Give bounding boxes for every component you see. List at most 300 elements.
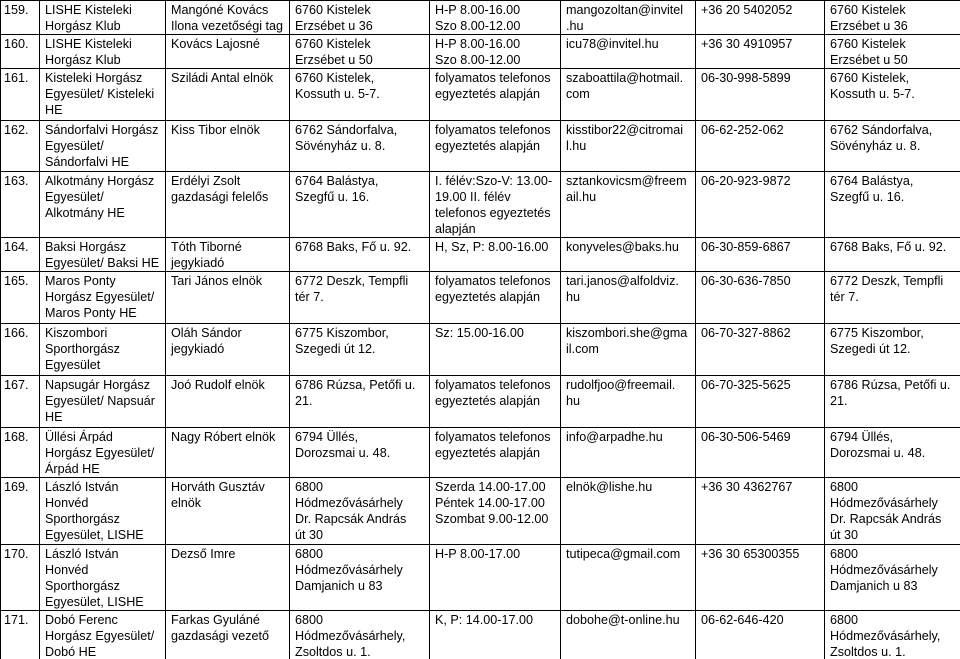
email-cell — [561, 324, 696, 376]
table-row — [1, 324, 960, 376]
organization-cell — [40, 324, 166, 376]
address-line: Hódmezővásárhely, — [295, 629, 406, 643]
mailing-address-line: Kossuth u. 5-7. — [830, 87, 915, 101]
address-line: Hódmezővásárhely — [295, 563, 403, 577]
mailing-address-cell — [825, 324, 960, 376]
organization-line: Egyesület/ Kisteleki — [45, 87, 155, 101]
contact-person-line: Farkas Gyuláné — [171, 613, 260, 627]
phone-line: +36 30 65300355 — [701, 547, 800, 561]
table-row — [1, 428, 960, 478]
organization-line: Egyesület/ — [45, 139, 104, 153]
contact-person-cell — [166, 121, 290, 172]
opening-hours-cell — [430, 324, 561, 376]
organization-line: Üllési Árpád — [45, 430, 113, 444]
opening-hours-cell — [430, 272, 561, 324]
table-row — [1, 1, 960, 35]
row-number-text: 163. — [4, 174, 29, 188]
mailing-address-line: 6760 Kistelek — [830, 3, 906, 17]
email-line: konyveles@baks.hu — [566, 240, 679, 254]
organization-cell — [40, 376, 166, 428]
mailing-address-cell — [825, 478, 960, 545]
address-line: Dorozsmai u. 48. — [295, 446, 391, 460]
address-line: 6760 Kistelek — [295, 3, 371, 17]
contact-person-cell — [166, 272, 290, 324]
mailing-address-line: 6800 — [830, 480, 859, 494]
address-line: Szegedi út 12. — [295, 342, 376, 356]
address-cell — [290, 238, 430, 272]
phone-line: 06-20-923-9872 — [701, 174, 791, 188]
mailing-address-cell — [825, 428, 960, 478]
organization-line: Egyesület/ Baksi HE — [45, 256, 160, 270]
opening-hours-cell — [430, 121, 561, 172]
phone-line: 06-70-325-5625 — [701, 378, 791, 392]
contact-person-cell — [166, 376, 290, 428]
organization-line: Dobó Ferenc — [45, 613, 118, 627]
mailing-address-line: 6800 — [830, 547, 859, 561]
contact-person-line: jegykiadó — [171, 342, 225, 356]
table-row — [1, 611, 960, 659]
contact-person-line: Sziládi Antal elnök — [171, 71, 274, 85]
phone-line: 06-62-252-062 — [701, 123, 784, 137]
mailing-address-line: tér 7. — [830, 290, 859, 304]
organization-line: Egyesület — [45, 358, 101, 372]
mailing-address-line: Zsoltdos u. 1. — [830, 645, 906, 659]
contact-person-line: Dezső Imre — [171, 547, 236, 561]
address-line: 6775 Kiszombor, — [295, 326, 389, 340]
opening-hours-line: egyeztetés alapján — [435, 290, 541, 304]
opening-hours-cell — [430, 35, 561, 69]
mailing-address-line: 6760 Kistelek, — [830, 71, 910, 85]
email-line: tutipeca@gmail.com — [566, 547, 681, 561]
mailing-address-line: Hódmezővásárhely — [830, 563, 938, 577]
mailing-address-cell — [825, 238, 960, 272]
address-cell — [290, 172, 430, 238]
email-cell — [561, 35, 696, 69]
phone-cell — [696, 121, 825, 172]
email-line: rudolfjoo@freemail. — [566, 378, 676, 392]
row-number-text: 161. — [4, 71, 29, 85]
address-line: 6800 — [295, 547, 324, 561]
phone-cell — [696, 545, 825, 611]
mailing-address-cell — [825, 35, 960, 69]
table-row — [1, 478, 960, 545]
email-line: icu78@invitel.hu — [566, 37, 659, 51]
mailing-address-line: 6768 Baks, Fő u. 92. — [830, 240, 947, 254]
table-row — [1, 238, 960, 272]
phone-cell — [696, 35, 825, 69]
phone-line: +36 30 4910957 — [701, 37, 793, 51]
contact-person-line: Nagy Róbert elnök — [171, 430, 276, 444]
organization-cell — [40, 428, 166, 478]
phone-cell — [696, 611, 825, 659]
opening-hours-line: folyamatos telefonos — [435, 123, 551, 137]
organization-line: Honvéd — [45, 496, 89, 510]
opening-hours-cell — [430, 238, 561, 272]
row-number-cell — [1, 272, 40, 324]
opening-hours-line: folyamatos telefonos — [435, 274, 551, 288]
organization-cell — [40, 272, 166, 324]
organization-line: Baksi Horgász — [45, 240, 127, 254]
row-number-text: 166. — [4, 326, 29, 340]
email-line: kisstibor22@citromai — [566, 123, 684, 137]
table-row — [1, 172, 960, 238]
table-row — [1, 376, 960, 428]
mailing-address-line: 6760 Kistelek — [830, 37, 906, 51]
email-cell — [561, 121, 696, 172]
row-number-cell — [1, 172, 40, 238]
address-cell — [290, 376, 430, 428]
email-line: ail.hu — [566, 190, 597, 204]
row-number-cell — [1, 545, 40, 611]
contact-person-cell — [166, 172, 290, 238]
contact-person-cell — [166, 1, 290, 35]
contact-person-line: gazdasági vezető — [171, 629, 270, 643]
opening-hours-line: Szerda 14.00-17.00 — [435, 480, 546, 494]
address-line: 21. — [295, 394, 313, 408]
phone-cell — [696, 1, 825, 35]
phone-line: 06-30-998-5899 — [701, 71, 791, 85]
phone-cell — [696, 272, 825, 324]
address-line: 6760 Kistelek — [295, 37, 371, 51]
row-number-cell — [1, 478, 40, 545]
address-line: tér 7. — [295, 290, 324, 304]
row-number-cell — [1, 69, 40, 121]
row-number-cell — [1, 1, 40, 35]
contact-person-cell — [166, 324, 290, 376]
phone-line: 06-70-327-8862 — [701, 326, 791, 340]
organization-line: Egyesület, LISHE — [45, 595, 144, 609]
row-number-cell — [1, 35, 40, 69]
phone-line: 06-30-636-7850 — [701, 274, 791, 288]
opening-hours-cell — [430, 611, 561, 659]
phone-cell — [696, 172, 825, 238]
organization-line: Maros Ponty — [45, 274, 116, 288]
email-line: kiszombori.she@gma — [566, 326, 688, 340]
organization-line: Egyesület/ — [45, 190, 104, 204]
mailing-address-cell — [825, 545, 960, 611]
address-line: Kossuth u. 5-7. — [295, 87, 380, 101]
contact-person-line: Ilona vezetőségi tag — [171, 19, 284, 33]
mailing-address-line: 6775 Kiszombor, — [830, 326, 924, 340]
mailing-address-line: Hódmezővásárhely, — [830, 629, 941, 643]
email-cell — [561, 272, 696, 324]
organization-cell — [40, 611, 166, 659]
email-line: com — [566, 87, 590, 101]
row-number-text: 171. — [4, 613, 29, 627]
mailing-address-cell — [825, 272, 960, 324]
address-cell — [290, 428, 430, 478]
contact-person-line: Tari János elnök — [171, 274, 263, 288]
address-line: 6760 Kistelek, — [295, 71, 375, 85]
email-line: l.hu — [566, 139, 587, 153]
mailing-address-cell — [825, 69, 960, 121]
row-number-cell — [1, 428, 40, 478]
organization-line: Kisteleki Horgász — [45, 71, 143, 85]
mailing-address-line: 6772 Deszk, Tempfli — [830, 274, 944, 288]
organization-line: Sporthorgász — [45, 512, 120, 526]
contact-person-line: Horváth Gusztáv — [171, 480, 265, 494]
opening-hours-line: telefonos egyeztetés — [435, 206, 551, 220]
email-line: info@arpadhe.hu — [566, 430, 663, 444]
opening-hours-line: 19.00 II. félév — [435, 190, 511, 204]
mailing-address-line: Hódmezővásárhely — [830, 496, 938, 510]
opening-hours-cell — [430, 69, 561, 121]
address-line: 6764 Balástya, — [295, 174, 379, 188]
address-line: Hódmezővásárhely — [295, 496, 403, 510]
opening-hours-line: H-P 8.00-17.00 — [435, 547, 521, 561]
table-row — [1, 69, 960, 121]
organization-line: Sporthorgász — [45, 342, 120, 356]
row-number-cell — [1, 238, 40, 272]
address-line: 6762 Sándorfalva, — [295, 123, 398, 137]
address-cell — [290, 35, 430, 69]
organization-line: Árpád HE — [45, 462, 100, 476]
organization-line: Horgász Egyesület/ — [45, 446, 155, 460]
contact-person-cell — [166, 611, 290, 659]
email-line: tari.janos@alfoldviz. — [566, 274, 679, 288]
organization-line: LISHE Kisteleki — [45, 3, 132, 17]
contact-person-cell — [166, 238, 290, 272]
contact-person-cell — [166, 545, 290, 611]
mailing-address-line: 6764 Balástya, — [830, 174, 914, 188]
organization-line: Horgász Klub — [45, 19, 121, 33]
email-cell — [561, 545, 696, 611]
mailing-address-line: Damjanich u 83 — [830, 579, 918, 593]
organization-line: Horgász Egyesület/ — [45, 290, 155, 304]
email-cell — [561, 172, 696, 238]
email-cell — [561, 376, 696, 428]
organization-line: Egyesület, LISHE — [45, 528, 144, 542]
email-line: hu — [566, 290, 581, 304]
address-line: Erzsébet u 36 — [295, 19, 373, 33]
email-cell — [561, 478, 696, 545]
opening-hours-line: Szombat 9.00-12.00 — [435, 512, 549, 526]
organization-line: LISHE Kisteleki — [45, 37, 132, 51]
mailing-address-line: Szegfű u. 16. — [830, 190, 905, 204]
address-line: Szegfű u. 16. — [295, 190, 370, 204]
opening-hours-cell — [430, 545, 561, 611]
organization-line: László István — [45, 480, 119, 494]
phone-cell — [696, 324, 825, 376]
email-cell — [561, 611, 696, 659]
opening-hours-line: H, Sz, P: 8.00-16.00 — [435, 240, 549, 254]
mailing-address-line: 21. — [830, 394, 848, 408]
organization-line: Sporthorgász — [45, 579, 120, 593]
row-number-text: 164. — [4, 240, 29, 254]
opening-hours-line: folyamatos telefonos — [435, 378, 551, 392]
address-cell — [290, 1, 430, 35]
opening-hours-line: Szo 8.00-12.00 — [435, 53, 521, 67]
opening-hours-cell — [430, 478, 561, 545]
phone-line: +36 30 4362767 — [701, 480, 793, 494]
email-line: .hu — [566, 19, 584, 33]
organization-line: HE — [45, 410, 63, 424]
row-number-text: 167. — [4, 378, 29, 392]
contact-person-line: Mangóné Kovács — [171, 3, 269, 17]
opening-hours-line: K, P: 14.00-17.00 — [435, 613, 534, 627]
email-line: hu — [566, 394, 581, 408]
opening-hours-cell — [430, 376, 561, 428]
mailing-address-cell — [825, 172, 960, 238]
address-cell — [290, 478, 430, 545]
opening-hours-line: folyamatos telefonos — [435, 430, 551, 444]
opening-hours-line: I. félév:Szo-V: 13.00- — [435, 174, 553, 188]
organization-line: Alkotmány Horgász — [45, 174, 155, 188]
organization-line: Sándorfalvi HE — [45, 155, 129, 169]
mailing-address-line: 6786 Rúzsa, Petőfi u. — [830, 378, 951, 392]
opening-hours-line: egyeztetés alapján — [435, 394, 541, 408]
address-line: Erzsébet u 50 — [295, 53, 373, 67]
organization-line: Dobó HE — [45, 645, 97, 659]
row-number-text: 170. — [4, 547, 29, 561]
address-cell — [290, 272, 430, 324]
address-line: út 30 — [295, 528, 324, 542]
contact-person-cell — [166, 35, 290, 69]
email-line: il.com — [566, 342, 599, 356]
opening-hours-line: egyeztetés alapján — [435, 87, 541, 101]
organization-cell — [40, 478, 166, 545]
row-number-text: 165. — [4, 274, 29, 288]
contact-person-line: Erdélyi Zsolt — [171, 174, 241, 188]
opening-hours-line: H-P 8.00-16.00 — [435, 37, 521, 51]
email-line: dobohe@t-online.hu — [566, 613, 680, 627]
contact-person-line: Oláh Sándor — [171, 326, 242, 340]
phone-line: +36 20 5402052 — [701, 3, 793, 17]
row-number-text: 169. — [4, 480, 29, 494]
contact-person-line: jegykiadó — [171, 256, 225, 270]
contact-person-line: Kiss Tibor elnök — [171, 123, 260, 137]
contact-person-line: Tóth Tiborné — [171, 240, 242, 254]
mailing-address-line: Dorozsmai u. 48. — [830, 446, 926, 460]
address-line: 6800 — [295, 480, 324, 494]
phone-cell — [696, 428, 825, 478]
mailing-address-cell — [825, 611, 960, 659]
organization-line: Sándorfalvi Horgász — [45, 123, 159, 137]
mailing-address-line: út 30 — [830, 528, 859, 542]
row-number-cell — [1, 611, 40, 659]
opening-hours-line: egyeztetés alapján — [435, 139, 541, 153]
row-number-text: 159. — [4, 3, 29, 17]
organization-line: Kiszombori — [45, 326, 108, 340]
organization-cell — [40, 238, 166, 272]
phone-cell — [696, 69, 825, 121]
organization-line: HE — [45, 103, 63, 117]
address-line: Sövényház u. 8. — [295, 139, 386, 153]
organization-cell — [40, 1, 166, 35]
organization-line: Egyesület/ Napsuár — [45, 394, 155, 408]
address-line: 6768 Baks, Fő u. 92. — [295, 240, 412, 254]
email-line: mangozoltan@invitel — [566, 3, 684, 17]
address-line: Damjanich u 83 — [295, 579, 383, 593]
opening-hours-line: egyeztetés alapján — [435, 446, 541, 460]
phone-cell — [696, 376, 825, 428]
mailing-address-line: Dr. Rapcsák András — [830, 512, 942, 526]
contact-person-line: Kovács Lajosné — [171, 37, 260, 51]
opening-hours-line: Szo 8.00-12.00 — [435, 19, 521, 33]
table-row — [1, 35, 960, 69]
address-cell — [290, 324, 430, 376]
organization-cell — [40, 172, 166, 238]
organization-line: Honvéd — [45, 563, 89, 577]
mailing-address-cell — [825, 1, 960, 35]
contact-person-cell — [166, 478, 290, 545]
opening-hours-cell — [430, 428, 561, 478]
row-number-text: 160. — [4, 37, 29, 51]
organization-cell — [40, 121, 166, 172]
email-cell — [561, 69, 696, 121]
address-cell — [290, 611, 430, 659]
contact-person-line: Joó Rudolf elnök — [171, 378, 265, 392]
phone-cell — [696, 238, 825, 272]
opening-hours-cell — [430, 172, 561, 238]
email-cell — [561, 428, 696, 478]
email-cell — [561, 1, 696, 35]
opening-hours-cell — [430, 1, 561, 35]
email-line: elnök@lishe.hu — [566, 480, 653, 494]
organization-line: Horgász Klub — [45, 53, 121, 67]
mailing-address-line: 6794 Üllés, — [830, 430, 894, 444]
mailing-address-line: 6800 — [830, 613, 859, 627]
mailing-address-cell — [825, 376, 960, 428]
address-line: 6772 Deszk, Tempfli — [295, 274, 409, 288]
table-row — [1, 121, 960, 172]
mailing-address-line: Erzsébet u 50 — [830, 53, 908, 67]
mailing-address-line: 6762 Sándorfalva, — [830, 123, 933, 137]
opening-hours-line: alapján — [435, 222, 476, 236]
table-row — [1, 545, 960, 611]
phone-line: 06-62-646-420 — [701, 613, 784, 627]
mailing-address-line: Szegedi út 12. — [830, 342, 911, 356]
address-line: 6794 Üllés, — [295, 430, 359, 444]
opening-hours-line: folyamatos telefonos — [435, 71, 551, 85]
row-number-cell — [1, 121, 40, 172]
mailing-address-line: Sövényház u. 8. — [830, 139, 921, 153]
mailing-address-cell — [825, 121, 960, 172]
organization-line: Napsugár Horgász — [45, 378, 150, 392]
opening-hours-line: H-P 8.00-16.00 — [435, 3, 521, 17]
address-line: 6800 — [295, 613, 324, 627]
address-cell — [290, 69, 430, 121]
table-row — [1, 272, 960, 324]
organization-cell — [40, 545, 166, 611]
row-number-cell — [1, 324, 40, 376]
email-cell — [561, 238, 696, 272]
organization-line: Alkotmány HE — [45, 206, 125, 220]
contact-person-line: gazdasági felelős — [171, 190, 269, 204]
contact-person-cell — [166, 428, 290, 478]
address-line: Zsoltdos u. 1. — [295, 645, 371, 659]
organization-cell — [40, 69, 166, 121]
address-line: Dr. Rapcsák András — [295, 512, 407, 526]
row-number-cell — [1, 376, 40, 428]
organization-line: Horgász Egyesület/ — [45, 629, 155, 643]
row-number-text: 162. — [4, 123, 29, 137]
email-line: sztankovicsm@freem — [566, 174, 687, 188]
address-line: 6786 Rúzsa, Petőfi u. — [295, 378, 416, 392]
contact-person-cell — [166, 69, 290, 121]
opening-hours-line: Péntek 14.00-17.00 — [435, 496, 545, 510]
contact-person-line: elnök — [171, 496, 202, 510]
address-cell — [290, 121, 430, 172]
address-cell — [290, 545, 430, 611]
phone-line: 06-30-506-5469 — [701, 430, 791, 444]
organization-line: László István — [45, 547, 119, 561]
table-body — [1, 1, 960, 659]
organization-cell — [40, 35, 166, 69]
email-line: szaboattila@hotmail. — [566, 71, 684, 85]
mailing-address-line: Erzsébet u 36 — [830, 19, 908, 33]
phone-line: 06-30-859-6867 — [701, 240, 791, 254]
